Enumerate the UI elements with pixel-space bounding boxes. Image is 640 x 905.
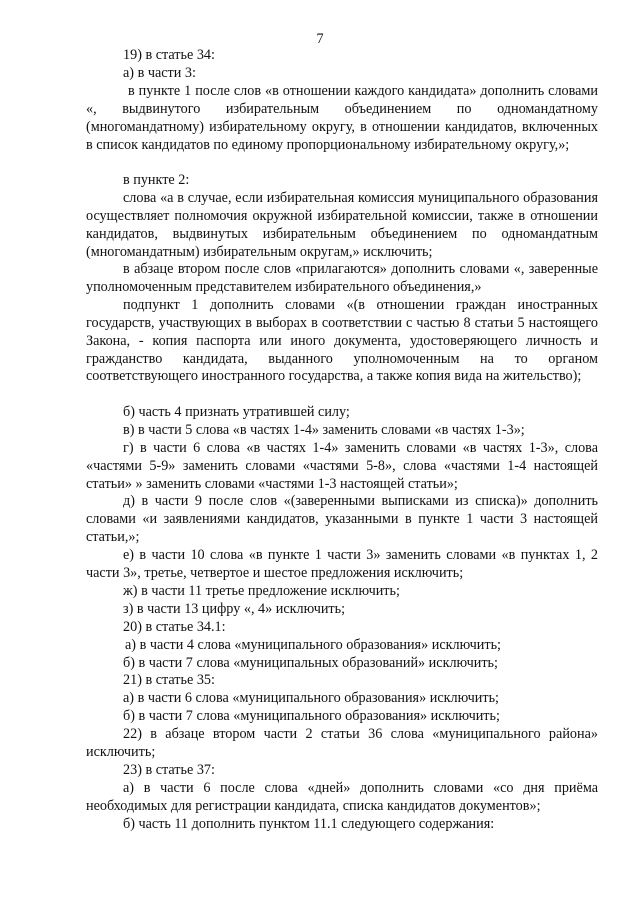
- paragraph-b-part-7: б) в части 7 слова «муниципальных образований» исключить;: [123, 655, 498, 671]
- paragraph-a-part-3: а) в части 3:: [123, 65, 196, 81]
- paragraph-v-part-5: в) в части 5 слова «в частях 1-4» заменить словами «в частях 1-3»;: [123, 422, 525, 438]
- paragraph-words-exclude: слова «а в случае, если избирательная комиссия муниципального образования осуществляет полномочия окружной избирательной комиссии, также в отношении кандидатов, выдвинутых избирательным объединением по одномандатным (многомандатным) избирательным округам,» исключить;: [86, 190, 598, 260]
- paragraph-21-article-35: 21) в статье 35:: [123, 672, 215, 688]
- paragraph-a-part-4: а) в части 4 слова «муниципального образования» исключить;: [125, 637, 501, 653]
- paragraph-19-article-34: 19) в статье 34:: [123, 47, 215, 63]
- paragraph-point-1: в пункте 1 после слов «в отношении каждого кандидата» дополнить словами «, выдвинутого избирательным объединением по одномандатному (многомандатному) избирательному округу, в отношении кандидатов, включенных в список кандидатов по единому пропорциональному избирательному округу,»;: [86, 83, 598, 153]
- paragraph-23-article-37: 23) в статье 37:: [123, 762, 215, 778]
- paragraph-20-article-34-1: 20) в статье 34.1:: [123, 619, 226, 635]
- paragraph-point-2: в пункте 2:: [123, 172, 190, 188]
- paragraph-second-indent: в абзаце втором после слов «прилагаются» дополнить словами «, заверенные уполномоченным представителем избирательного объединения,»: [86, 261, 598, 295]
- paragraph-z-part-13: з) в части 13 цифру «, 4» исключить;: [123, 601, 346, 617]
- paragraph-22-article-36: 22) в абзаце втором части 2 статьи 36 слова «муниципального района» исключить;: [86, 726, 598, 760]
- paragraph-a-part-6: а) в части 6 слова «муниципального образования» исключить;: [123, 690, 499, 706]
- paragraph-zh-part-11: ж) в части 11 третье предложение исключить;: [123, 583, 400, 599]
- paragraph-a-part-6-art-37: а) в части 6 после слова «дней» дополнить словами «со дня приёма необходимых для регистрации кандидата, списка кандидатов документов»;: [86, 780, 598, 814]
- paragraph-g-part-6: г) в части 6 слова «в частях 1-4» заменить словами «в частях 1-3», слова «частями 5-9» заменить словами «частями 5-8», слова «частями 1-4 настоящей статьи» » заменить словами «частями 1-3 настоящей статьи»;: [86, 440, 598, 492]
- page-number: 7: [316, 31, 324, 47]
- paragraph-e-part-10: е) в части 10 слова «в пункте 1 части 3» заменить словами «в пунктах 1, 2 части 3», третье, четвертое и шестое предложения исключить;: [86, 547, 598, 581]
- paragraph-b-part-4: б) часть 4 признать утратившей силу;: [123, 404, 350, 420]
- paragraph-d-part-9: д) в части 9 после слов «(заверенными выписками из списка)» дополнить словами «и заявлениями кандидатов, указанными в пункте 1 части 3 настоящей статьи,»;: [86, 493, 598, 545]
- paragraph-subpoint-1: подпункт 1 дополнить словами «(в отношении граждан иностранных государств, участвующих в выборах в соответствии с частью 8 статьи 5 настоящего Закона, - копия паспорта или иного документа, удостоверяющего личность и гражданство кандидата, выданного уполномоченным на то органом соответствующего иностранного государства, а также копия вида на жительство);: [86, 297, 598, 385]
- paragraph-b-part-11: б) часть 11 дополнить пунктом 11.1 следующего содержания:: [123, 816, 495, 832]
- paragraph-b-part-7-art-35: б) в части 7 слова «муниципального образования» исключить;: [123, 708, 500, 724]
